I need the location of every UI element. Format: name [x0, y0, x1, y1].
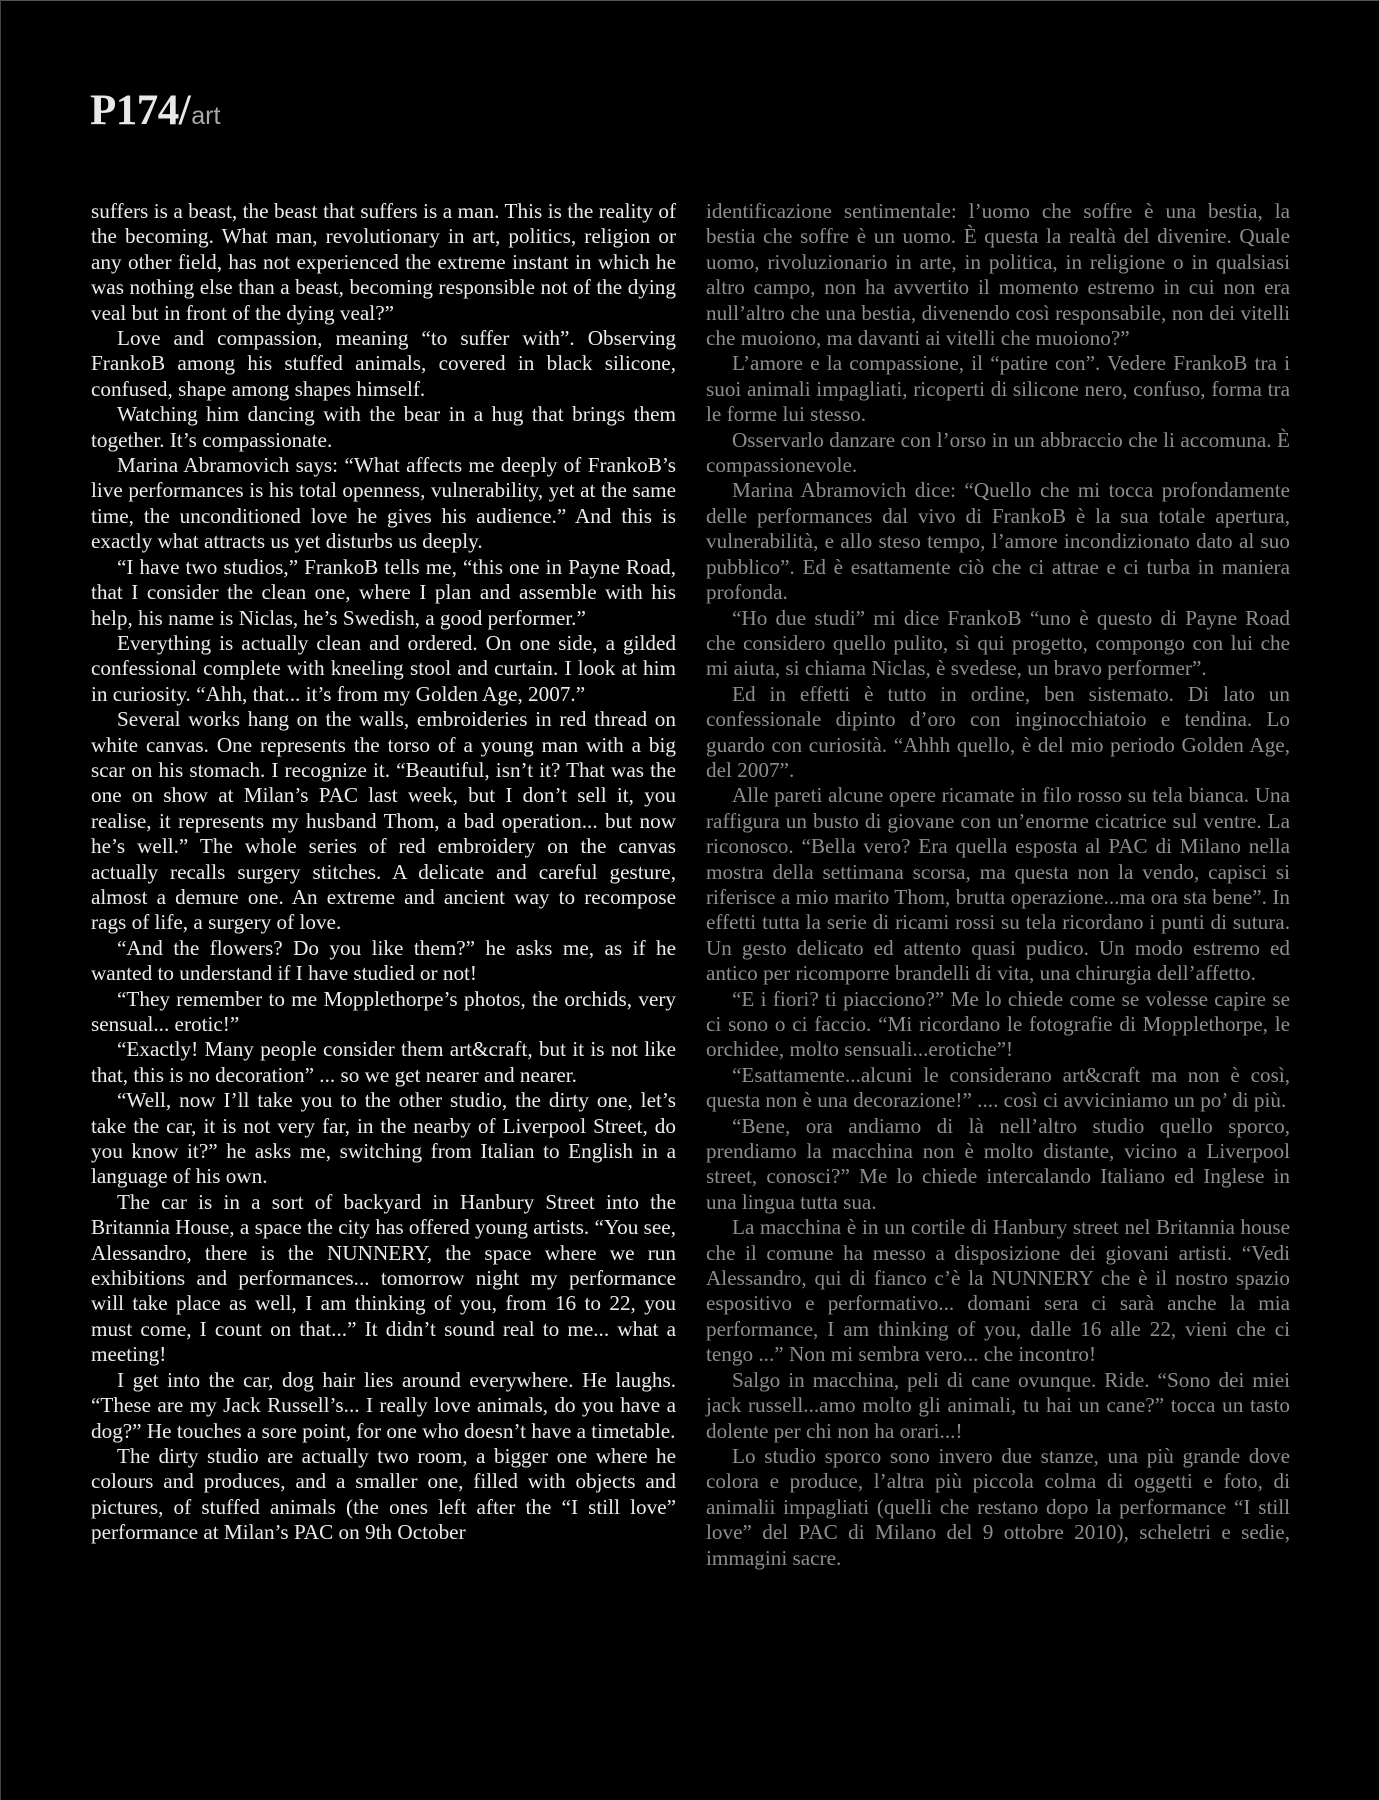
english-paragraph: Watching him dancing with the bear in a hug that brings them together. It’s compassionate.	[91, 402, 676, 452]
english-paragraph: Love and compassion, meaning “to suffer with”. Observing FrankoB among his stuffed animals, covered in black silicone, confused, shape among shapes himself.	[91, 326, 676, 401]
english-paragraph: “They remember to me Mopplethorpe’s photos, the orchids, very sensual... erotic!”	[91, 986, 676, 1036]
italian-paragraph: Salgo in macchina, peli di cane ovunque. Ride. “Sono dei miei jack russell...amo molto gli animali, tu hai un cane?” tocca un tasto dolente per chi non ha orari...!	[706, 1367, 1290, 1443]
italian-paragraph: Alle pareti alcune opere ricamate in filo rosso su tela bianca. Una raffigura un busto di giovane con un’enorme cicatrice sul ventre. La riconosco. “Bella vero? Era quella esposta al PAC di Milano nella mostra della settimana scorsa, ma questa non la vendo, capisci si riferisce a mio marito Thom, brutta operazione...ma ora sta bene”. In effetti tutta la serie di ricami rossi su tela ricordano i punti di sutura. Un gesto delicato ed attento quasi pudico. Un modo estremo ed antico per ricomporre brandelli di vita, una chirurgia dell’affetto.	[706, 783, 1290, 986]
english-paragraph: “Well, now I’ll take you to the other studio, the dirty one, let’s take the car, it is not very far, in the nearby of Liverpool Street, do you know it?” he asks me, switching from Italian to English in a language of his own.	[91, 1088, 676, 1189]
italian-paragraph: “Bene, ora andiamo di là nell’altro studio quello sporco, prendiamo la macchina non è molto distante, vicino a Liverpool street, conosci?” Me lo chiede intercalando Italiano ed Inglese in una lingua tutta sua.	[706, 1113, 1290, 1214]
english-paragraph: Marina Abramovich says: “What affects me deeply of FrankoB’s live performances is his total openness, vulnerability, yet at the same time, the unconditioned love he gives his audience.” And this is exactly what attracts us yet disturbs us deeply.	[91, 453, 676, 554]
italian-paragraph: Ed in effetti è tutto in ordine, ben sistemato. Di lato un confessionale dipinto d’oro con inginocchiatoio e tendina. Lo guardo con curiosità. “Ahhh quello, è del mio periodo Golden Age, del 2007”.	[706, 681, 1290, 782]
italian-paragraph: Osservarlo danzare con l’orso in un abbraccio che li accomuna. È compassionevole.	[706, 427, 1290, 478]
english-paragraph: I get into the car, dog hair lies around everywhere. He laughs. “These are my Jack Russell’s... I really love animals, do you have a dog?” He touches a sore point, for one who doesn’t have a timetable.	[91, 1367, 676, 1443]
english-column	[91, 199, 676, 1546]
english-paragraph: Several works hang on the walls, embroideries in red thread on white canvas. One represents the torso of a young man with a big scar on his stomach. I recognize it. “Beautiful, isn’t it? That was the one on show at Milan’s PAC last week, but I don’t sell it, you realise, it represents my husband Thom, a bad operation... but now he’s well.” The whole series of red embroidery on the canvas actually recalls surgery stitches. A delicate and careful gesture, almost a demure one. An extreme and ancient way to recompose rags of life, a surgery of love.	[91, 707, 676, 935]
page-folio	[90, 89, 220, 132]
english-paragraph: The dirty studio are actually two room, a bigger one where he colours and produces, and a smaller one, filled with objects and pictures, of stuffed animals (the ones left after the “I still love” performance at Milan’s PAC on 9th October	[91, 1443, 676, 1545]
english-paragraph: The car is in a sort of backyard in Hanbury Street into the Britannia House, a space the city has offered young artists. “You see, Alessandro, there is the NUNNERY, the space where we run exhibitions and performances... tomorrow night my performance will take place as well, I am thinking of you, from 16 to 22, you must come, I count on that...” It didn’t sound real to me... what a meeting!	[91, 1189, 676, 1367]
italian-column	[706, 199, 1290, 1571]
english-paragraph: “Exactly! Many people consider them art&craft, but it is not like that, this is no decoration” ... so we get nearer and nearer.	[91, 1037, 676, 1087]
italian-paragraph: Marina Abramovich dice: “Quello che mi tocca profondamente delle performances dal vivo di FrankoB è la sua totale apertura, vulnerabilità, e allo steso tempo, l’amore incondizionato dato al suo pubblico”. Ed è esattamente ciò che ci attrae e ci turba in maniera profonda.	[706, 478, 1290, 605]
italian-paragraph: “Ho due studi” mi dice FrankoB “uno è questo di Payne Road che considero quello pulito, sì qui progetto, compongo con lui che mi aiuta, si chiama Niclas, è svedese, un bravo performer”.	[706, 605, 1290, 681]
english-paragraph: suffers is a beast, the beast that suffers is a man. This is the reality of the becoming. What man, revolutionary in art, politics, religion or any other field, has not experienced the extreme instant in which he was nothing else than a beast, becoming responsible not of the dying veal but in front of the dying veal?”	[91, 199, 676, 325]
italian-paragraph: “Esattamente...alcuni le considerano art&craft ma non è così, questa non è una decorazione!” .... così ci avviciniamo un po’ di più.	[706, 1062, 1290, 1113]
section-label: art	[191, 102, 221, 130]
italian-paragraph: identificazione sentimentale: l’uomo che soffre è una bestia, la bestia che soffre è un uomo. È questa la realtà del divenire. Quale uomo, rivoluzionario in arte, in politica, in religione o in qualsiasi altro campo, non ha avvertito il momento estremo in cui non era null’altro che una bestia, divenendo così responsabile, non dei vitelli che muoiono, ma davanti ai vitelli che muoiono?”	[706, 199, 1290, 351]
italian-paragraph: La macchina è in un cortile di Hanbury street nel Britannia house che il comune ha messo a disposizione dei giovani artisti. “Vedi Alessandro, qui di fianco c’è la NUNNERY che è il nostro spazio espositivo e performativo... domani sera ci sarà anche la mia performance, I am thinking of you, dalle 16 alle 22, vieni che ci tengo ...” Non mi sembra vero... che incontro!	[706, 1215, 1290, 1367]
english-paragraph: “And the flowers? Do you like them?” he asks me, as if he wanted to understand if I have studied or not!	[91, 935, 676, 986]
page-number: P174/	[90, 87, 191, 134]
english-paragraph: “I have two studios,” FrankoB tells me, “this one in Payne Road, that I consider the clean one, where I plan and assemble with his help, his name is Niclas, he’s Swedish, a good performer.”	[91, 554, 676, 630]
italian-paragraph: “E i fiori? ti piacciono?” Me lo chiede come se volesse capire se ci sono o ci faccio. “Mi ricordano le fotografie di Mopplethorpe, le orchidee, molto sensuali...erotiche”!	[706, 986, 1290, 1062]
english-paragraph: Everything is actually clean and ordered. On one side, a gilded confessional complete with kneeling stool and curtain. I look at him in curiosity. “Ahh, that... it’s from my Golden Age, 2007.”	[91, 630, 676, 706]
italian-paragraph: L’amore e la compassione, il “patire con”. Vedere FrankoB tra i suoi animali impagliati, ricoperti di silicone nero, confuso, forma tra le forme lui stesso.	[706, 351, 1290, 427]
italian-paragraph: Lo studio sporco sono invero due stanze, una più grande dove colora e produce, l’altra più piccola colma di oggetti e foto, di animalii impagliati (quelli che restano dopo la performance “I still love” del PAC di Milano del 9 ottobre 2010), scheletri e sedie, immagini sacre.	[706, 1443, 1290, 1570]
